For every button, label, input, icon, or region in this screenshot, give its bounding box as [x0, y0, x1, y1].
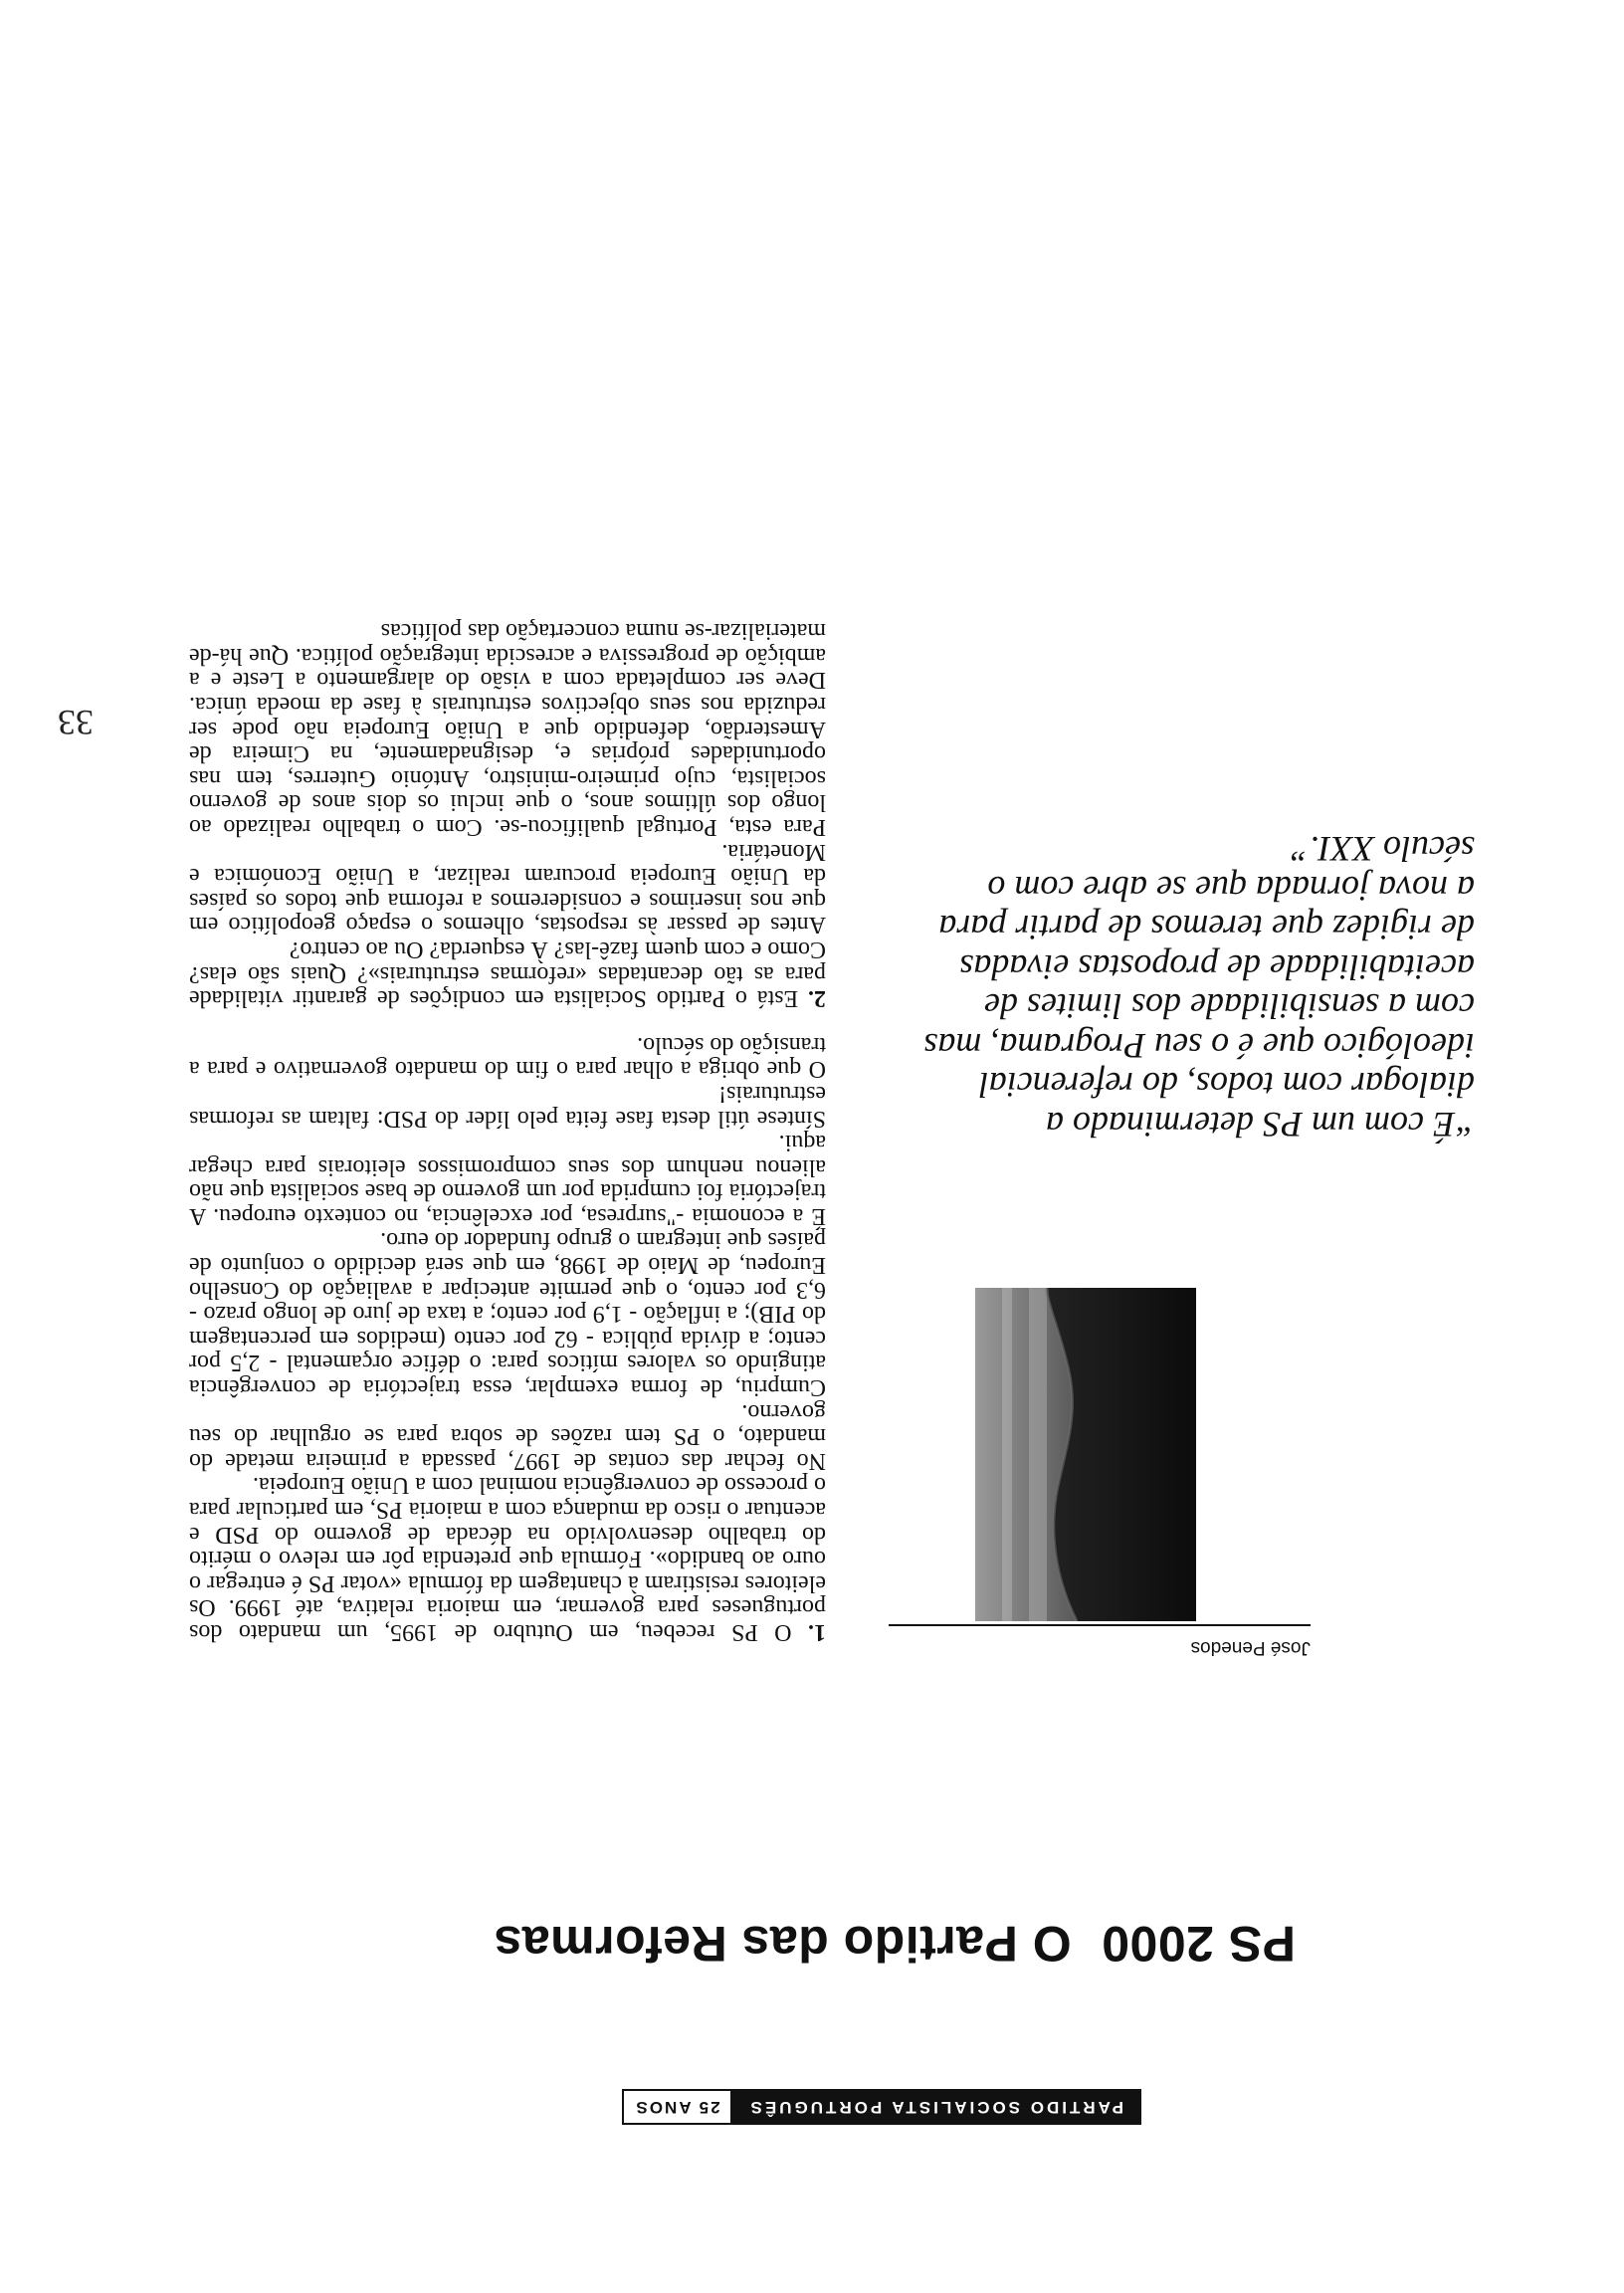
- article-paragraph: Síntese útil desta fase feita pelo líder do PSD: faltam as reformas estruturais!: [189, 1080, 826, 1132]
- article-paragraph: Para esta, Portugal qualificou-se. Com o trabalho realizado ao longo dos últimos anos, o que inclui os dois anos de governo socialista, cujo primeiro-ministro, António Guterres, tem nas oportunidades próprias e, designadamente, na Cimeira de Amesterdão, defendido que a União Europeia não pode ser reduzida nos seus objectivos estruturais à fase da moeda única. Deve ser completada com a visão do alargamento a Leste e a ambição de progressiva e acrescida integração política. Que há-de materializar-se numa concertação das políticas: [189, 618, 826, 840]
- pull-quote: “É com um PS determinado a dialogar com todos, do referencial ideológico que é o seu Programa, mas com a sensibilidade dos limites de aceitabilidade de propostas eivadas de rigidez que teremos de partir para a nova jornada que se abre com o século XXI.”: [923, 829, 1475, 1145]
- header-band: [622, 2089, 1141, 2125]
- page-title: [350, 1915, 1296, 1973]
- paragraph-text: O PS recebeu, em Outubro de 1995, um mandato dos portugueses para governar, em maioria relativa, até 1999. Os eleitores resistiram à chantagem da fórmula «votar PS é entregar o ouro ao bandido». Fórmula que pretendia pôr em relevo o mérito do trabalho desenvolvido na década de governo do PSD e acentuar o risco da mudança com a maioria PS, em particular para o processo de convergência nominal com a União Europeia.: [188, 1472, 826, 1645]
- section-number: 1.: [808, 1619, 826, 1645]
- article-paragraph: [189, 937, 826, 1010]
- author-photo: [975, 1288, 1196, 1621]
- title-part-1: PS 2000: [1101, 1916, 1296, 1972]
- photo-image: [975, 1288, 1196, 1621]
- article-paragraph: É a economia -"surpresa, por excelência, no contexto europeu. A trajectória foi cumprida por um governo de base socialista que não alienou nenhum dos seus compromissos eleitorais para chegar aqui.: [189, 1130, 826, 1229]
- article-paragraph: O que obriga a olhar para o fim do mandato governativo e para a transição do século.: [189, 1031, 826, 1083]
- article-paragraph: No fechar das contas de 1997, passada a primeira metade do mandato, o PS tem razões de sobra para se orgulhar do seu governo.: [189, 1398, 826, 1474]
- header-party-name: PARTIDO SOCIALISTA PORTUGUÊS: [732, 2091, 1139, 2123]
- author-name: José Penedos: [1190, 1637, 1311, 1658]
- article-paragraph: Antes de passar às respostas, olhemos o espaço geopolítico em que nos inserimos e consideremos a reforma que todos os países da União Europeia procuram realizar, a União Económica e Monetária.: [189, 838, 826, 938]
- section-number: 2.: [808, 985, 826, 1012]
- article-paragraph: Cumpriu, de forma exemplar, essa trajectória de convergência atingindo os valores míticos para: o défice orçamental - 2,5 por cento; a dívida pública - 62 por cento (medidos em percentagem do PIB); a inflação - 1,9 por cento; a taxa de juro de longo prazo - 6,3 por cento, o que permite antecipar a avaliação do Conselho Europeu, de Maio de 1998, em que será decidido o conjunto de países que integram o grupo fundador do euro.: [189, 1227, 826, 1401]
- author-divider: [889, 1624, 1311, 1626]
- header-anniversary: 25 ANOS: [624, 2091, 731, 2123]
- paragraph-text: Está o Partido Socialista em condições de garantir vitalidade para as tão decantadas «reformas estruturais»? Quais são elas? Como e com quem fazê-las? À esquerda? Ou ao centro?: [188, 936, 826, 1012]
- title-part-2: O Partido das Reformas: [494, 1916, 1072, 1972]
- page-number: 33: [58, 703, 94, 742]
- article-body: [189, 619, 826, 1644]
- article-paragraph: [189, 1473, 826, 1644]
